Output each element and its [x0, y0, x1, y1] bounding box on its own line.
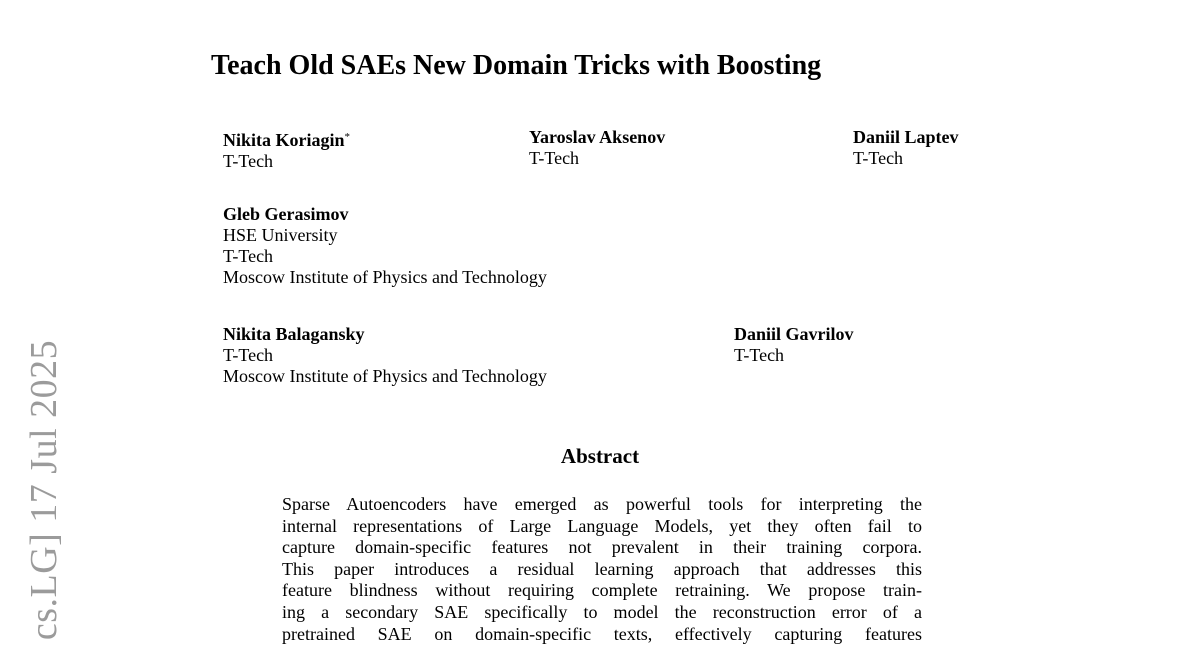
- abstract-line: internal representations of Large Language Models, yet they often fail to: [282, 515, 922, 536]
- author-affiliation: Moscow Institute of Physics and Technology: [223, 366, 547, 386]
- abstract-line: This paper introduces a residual learning approach that addresses this: [282, 558, 922, 579]
- author-affiliation: T-Tech: [853, 148, 904, 168]
- paper-title: Teach Old SAEs New Domain Tricks with Boosting: [211, 50, 822, 81]
- author-block: [853, 127, 959, 169]
- author-block: [223, 324, 547, 387]
- author-affiliation: T-Tech: [734, 345, 785, 365]
- author-name: Daniil Gavrilov: [734, 324, 854, 344]
- abstract-line: ing a secondary SAE specifically to model the reconstruction error of a: [282, 601, 922, 622]
- author-affiliation: T-Tech: [223, 345, 274, 365]
- author-block: [734, 324, 854, 366]
- author-name: Nikita Balagansky: [223, 324, 365, 344]
- abstract-heading: Abstract: [560, 444, 640, 468]
- author-block: [223, 204, 547, 288]
- author-name: Yaroslav Aksenov: [529, 127, 666, 147]
- author-name: Gleb Gerasimov: [223, 204, 349, 224]
- author-affiliation: T-Tech: [529, 148, 580, 168]
- author-affiliation: T-Tech: [223, 151, 274, 171]
- author-affiliation: T-Tech: [223, 246, 274, 266]
- author-affiliation: HSE University: [223, 225, 338, 245]
- author-affiliation: Moscow Institute of Physics and Technology: [223, 267, 547, 287]
- abstract-line: feature blindness without requiring complete retraining. We propose train-: [282, 580, 922, 601]
- arxiv-sidebar-stamp: [18, 0, 70, 648]
- abstract-line: pretrained SAE on domain-specific texts, effectively capturing features: [282, 623, 922, 644]
- arxiv-stamp-text: cs.LG] 17 Jul 2025: [23, 339, 66, 641]
- abstract-body: [282, 494, 922, 645]
- footnote-marker: *: [344, 131, 351, 143]
- author-name: Daniil Laptev: [853, 127, 959, 147]
- author-block: [529, 127, 665, 169]
- author-name: Nikita Koriagin*: [223, 130, 351, 150]
- author-block: [223, 127, 350, 172]
- abstract-line: Sparse Autoencoders have emerged as powerful tools for interpreting the: [282, 494, 922, 514]
- abstract-line: capture domain-specific features not prevalent in their training corpora.: [282, 537, 922, 558]
